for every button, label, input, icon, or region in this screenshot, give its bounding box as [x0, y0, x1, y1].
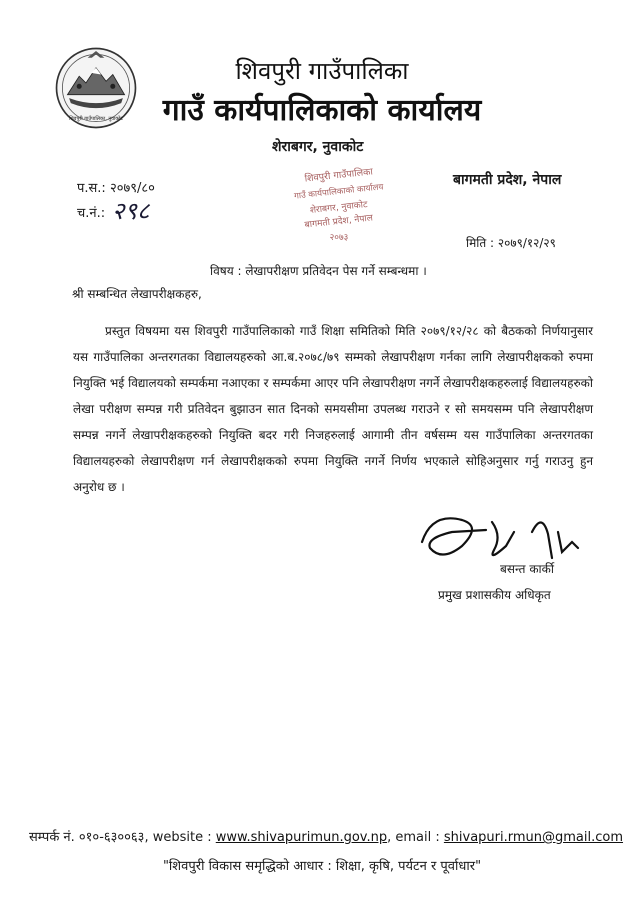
- stamp-line-4: बागमती प्रदेश, नेपाल: [304, 213, 374, 231]
- signatory-name: बसन्त कार्की: [500, 562, 554, 576]
- email-label: , email :: [387, 830, 440, 845]
- letter-body: प्रस्तुत विषयमा यस शिवपुरी गाउँपालिकाको गाउँ शिक्षा समितिको मिति २०७९/१२/२८ को बैठकको निर्णयानुसार यस गाउँपालिका अन्तरगतका विद्यालयहरुको आ.ब.२०७८/७९ सम्मको लेखापरीक्षण गर्नका लागि लेखापरीक्षकको रुपमा नियुक्ति भई विद्यालयको सम्पर्कमा नआएका र सम्पर्कमा आएर पनि लेखापरीक्षण नगर्ने लेखापरीक्षकहरुलाई विद्यालयहरुको लेखा परीक्षण सम्पन्न गरी प्रतिवेदन बुझाउन सात दिनको समयसीमा उपलब्ध गराउने र सो समयसम्म पनि लेखापरीक्षण सम्पन्न नगर्ने लेखापरीक्षकहरुको नियुक्ति बदर गरी निजहरुलाई आगामी तीन वर्षसम्म यस गाउँपालिका अन्तरगतका विद्यालयहरुको लेखापरीक्षण गर्न लेखापरीक्षकको रुपमा नियुक्ति नगर्ने निर्णय भएकाले सोहिअनुसार गर्नु गराउनु हुन अनुरोध छ ।: [73, 324, 593, 494]
- reference-number: प.स.: २०७९/८०: [77, 181, 155, 196]
- emblem-caption: शिवपुरी गाउँपालिका, नुवाकोट: [68, 115, 124, 122]
- signatory-title: प्रमुख प्रशासकीय अधिकृत: [438, 588, 551, 602]
- stamp-line-5: २०७३: [329, 233, 349, 243]
- contact-line: [29, 827, 623, 845]
- stamp-line-2: गाउँ कार्यपालिकाको कार्यालय: [293, 182, 384, 202]
- website-link[interactable]: www.shivapurimun.gov.np: [215, 830, 388, 845]
- website-label: website :: [152, 830, 212, 845]
- handwritten-signature: [402, 502, 592, 582]
- letter-date: मिति : २०७९/१२/२९: [466, 236, 556, 250]
- letter-salutation: श्री सम्बन्धित लेखापरीक्षकहरु,: [72, 287, 202, 301]
- stamp-line-3: शेराबगर, नुवाकोट: [309, 200, 369, 217]
- office-stamp: [287, 160, 391, 250]
- stamp-line-1: शिवपुरी गाउँपालिका: [304, 166, 374, 185]
- letter-subject: विषय : लेखापरीक्षण प्रतिवेदन पेस गर्ने सम्बन्धमा ।: [210, 264, 427, 278]
- office-address: शेराबगर, नुवाकोट: [272, 139, 364, 155]
- organization-name: शिवपुरी गाउँपालिका: [235, 57, 409, 85]
- office-name: गाउँ कार्यपालिकाको कार्यालय: [162, 93, 482, 128]
- province-country: बागमती प्रदेश, नेपाल: [453, 172, 562, 188]
- dispatch-number-handwritten: २९८: [112, 197, 150, 225]
- dispatch-number-label: च.नं.:: [77, 206, 106, 221]
- slogan: "शिवपुरी विकास समृद्धिको आधार : शिक्षा, कृषि, पर्यटन र पूर्वाधार": [162, 859, 482, 874]
- email-link[interactable]: shivapuri.rmun@gmail.com: [443, 830, 624, 845]
- contact-phone: सम्पर्क नं. ०१०-६३००६३,: [29, 830, 149, 845]
